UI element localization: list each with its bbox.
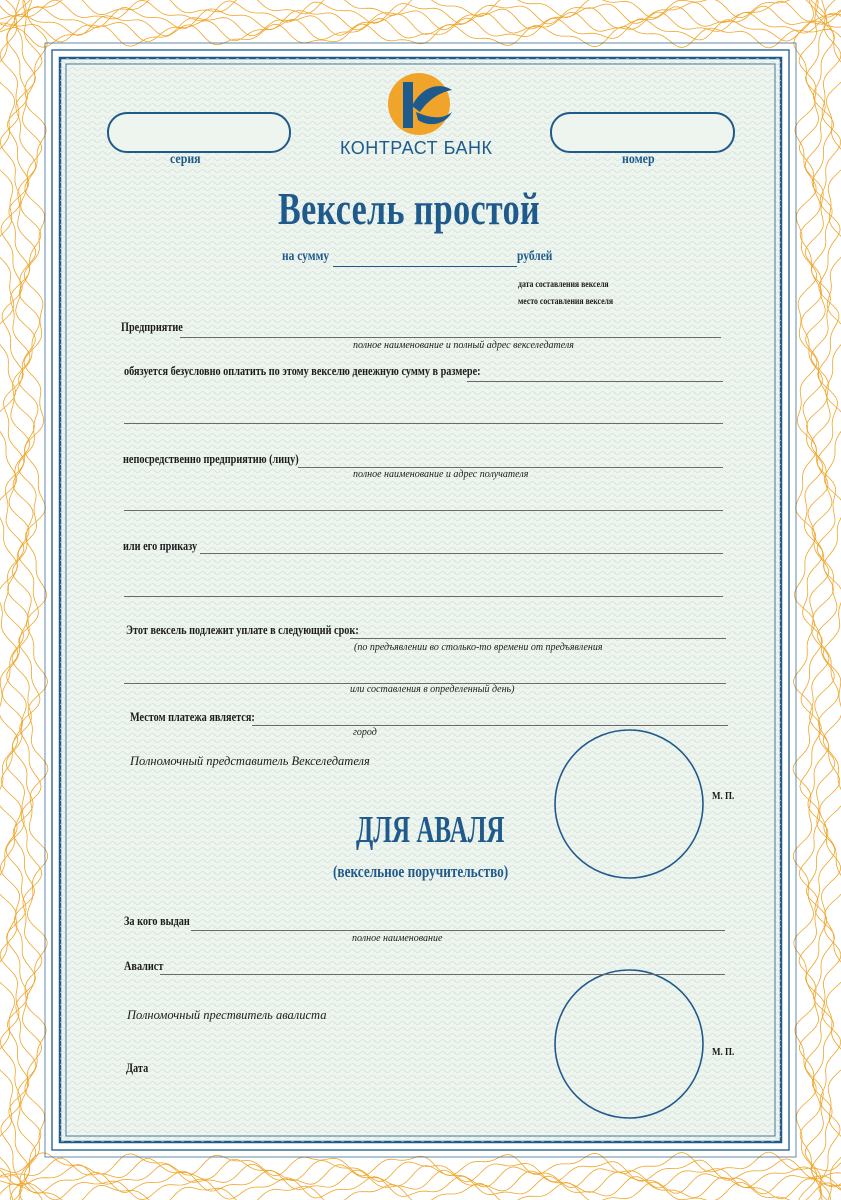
term-label: Этот вексель подлежит уплате в следующий срок: (126, 623, 359, 637)
recipient-caption: полное наименование и адрес получателя (353, 469, 529, 480)
payment-place-label: Местом платежа является: (130, 710, 255, 724)
obligation-label: обязуется безусловно оплатить по этому векселю денежную сумму в размере: (124, 364, 481, 378)
order-label: или его приказу (123, 539, 198, 553)
amount-prefix: на сумму (282, 249, 330, 264)
for-whom-line (191, 930, 725, 931)
place-note: место составления векселя (518, 297, 614, 307)
number-label: номер (622, 152, 655, 167)
representative-label: Полномочный представитель Векселедателя (130, 754, 370, 768)
enterprise-caption: полное наименование и полный адрес векселедателя (353, 340, 574, 351)
document-title: Вексель простой (278, 183, 540, 234)
aval-representative-label: Полномочный прествитель авалиста (127, 1008, 327, 1022)
order-line (200, 553, 723, 554)
number-box (551, 113, 734, 152)
series-box (108, 113, 290, 152)
date-note: дата составления векселя (518, 280, 609, 290)
for-whom-caption: полное наименование (352, 933, 443, 944)
recipient-label: непосредственно предприятию (лицу) (123, 452, 299, 466)
series-label: серия (170, 152, 201, 167)
obligation-line (467, 381, 723, 382)
obligation-line-2 (124, 423, 723, 424)
enterprise-line (180, 337, 721, 338)
enterprise-label: Предприятие (121, 320, 183, 334)
amount-line (333, 266, 517, 267)
stamp-label-1: М. П. (712, 790, 735, 802)
recipient-line-2 (124, 510, 723, 511)
for-whom-label: За кого выдан (124, 914, 190, 928)
term-caption-1: (по предъявлении во столько-то времени от предъявления (354, 642, 603, 653)
stamp-label-2: М. П. (712, 1046, 735, 1058)
amount-suffix: рублей (517, 249, 553, 264)
term-line (350, 638, 726, 639)
payment-place-caption: город (353, 727, 377, 738)
bank-name: КОНТРАСТ БАНК (340, 138, 493, 158)
avalist-label: Авалист (124, 959, 164, 973)
avalist-line (160, 974, 725, 975)
date-label: Дата (126, 1061, 149, 1075)
recipient-line (298, 467, 723, 468)
payment-place-line (252, 725, 728, 726)
aval-subtitle: (вексельное поручительство) (333, 862, 509, 881)
aval-title: ДЛЯ АВАЛЯ (356, 809, 505, 851)
term-caption-2: или составления в определенный день) (350, 684, 515, 695)
order-line-2 (124, 596, 723, 597)
